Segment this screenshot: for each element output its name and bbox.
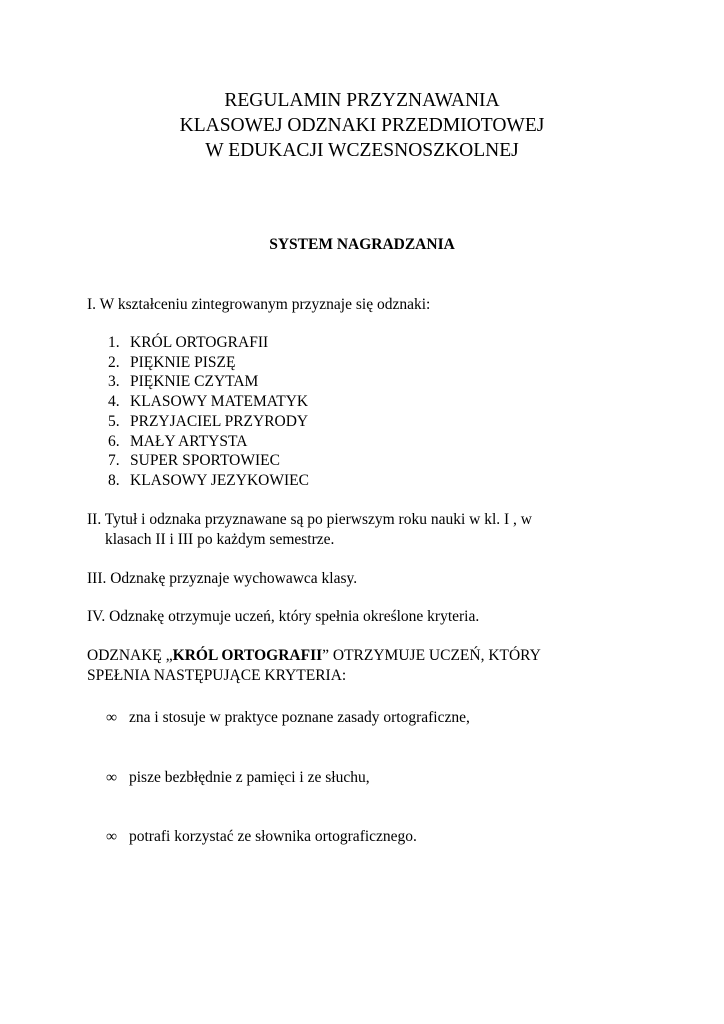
document-title — [0, 88, 724, 163]
criteria-item: ∞ potrafi korzystać ze słownika ortograficznego. — [106, 828, 417, 845]
section-4: IV. Odznakę otrzymuje uczeń, który spełnia określone kryteria. — [87, 608, 480, 625]
infinity-bullet-icon: ∞ — [106, 828, 118, 845]
section-2 — [87, 510, 532, 550]
infinity-bullet-icon: ∞ — [106, 769, 118, 786]
list-item: 5. PRZYJACIEL PRZYRODY — [108, 412, 309, 430]
list-item: 1. KRÓL ORTOGRAFII — [108, 334, 269, 351]
list-item: 3. PIĘKNIE CZYTAM — [108, 373, 259, 391]
title-line-2: KLASOWEJ ODZNAKI PRZEDMIOTOWEJ — [179, 115, 545, 136]
section-3: III. Odznakę przyznaje wychowawca klasy. — [87, 570, 358, 587]
section-1-intro: I. W kształceniu zintegrowanym przyznaje się odznaki: — [87, 296, 431, 313]
criteria-heading: ODZNAKĘ „KRÓL ORTOGRAFII” OTRZYMUJE UCZEŃ, KTÓRY SPEŁNIA NASTĘPUJĄCE KRYTERIA: — [87, 647, 541, 684]
list-item: 6. MAŁY ARTYSTA — [108, 432, 248, 450]
criteria-heading-line-2: SPEŁNIA NASTĘPUJĄCE KRYTERIA: — [87, 667, 347, 684]
section-2-line-2: klasach II i III po każdym semestrze. — [105, 531, 335, 548]
badge-name-bold: KRÓL ORTOGRAFII — [172, 647, 323, 664]
list-item: 4. KLASOWY MATEMATYK — [108, 393, 309, 411]
criteria-item: ∞ zna i stosuje w praktyce poznane zasady ortograficzne, — [106, 709, 470, 726]
section-2-line-1: II. Tytuł i odznaka przyznawane są po pierwszym roku nauki w kl. I , w — [87, 511, 532, 528]
section-subtitle: SYSTEM NAGRADZANIA — [269, 236, 455, 253]
list-item: 8. KLASOWY JEZYKOWIEC — [108, 471, 309, 489]
infinity-bullet-icon: ∞ — [106, 709, 118, 726]
criteria-item: ∞ pisze bezbłędnie z pamięci i ze słuchu, — [106, 769, 370, 786]
title-line-1: REGULAMIN PRZYZNAWANIA — [224, 90, 500, 111]
list-item: 2. PIĘKNIE PISZĘ — [108, 353, 236, 371]
list-item: 7. SUPER SPORTOWIEC — [108, 452, 280, 470]
title-line-3: W EDUKACJI WCZESNOSZKOLNEJ — [205, 140, 519, 161]
badge-list — [108, 333, 309, 491]
